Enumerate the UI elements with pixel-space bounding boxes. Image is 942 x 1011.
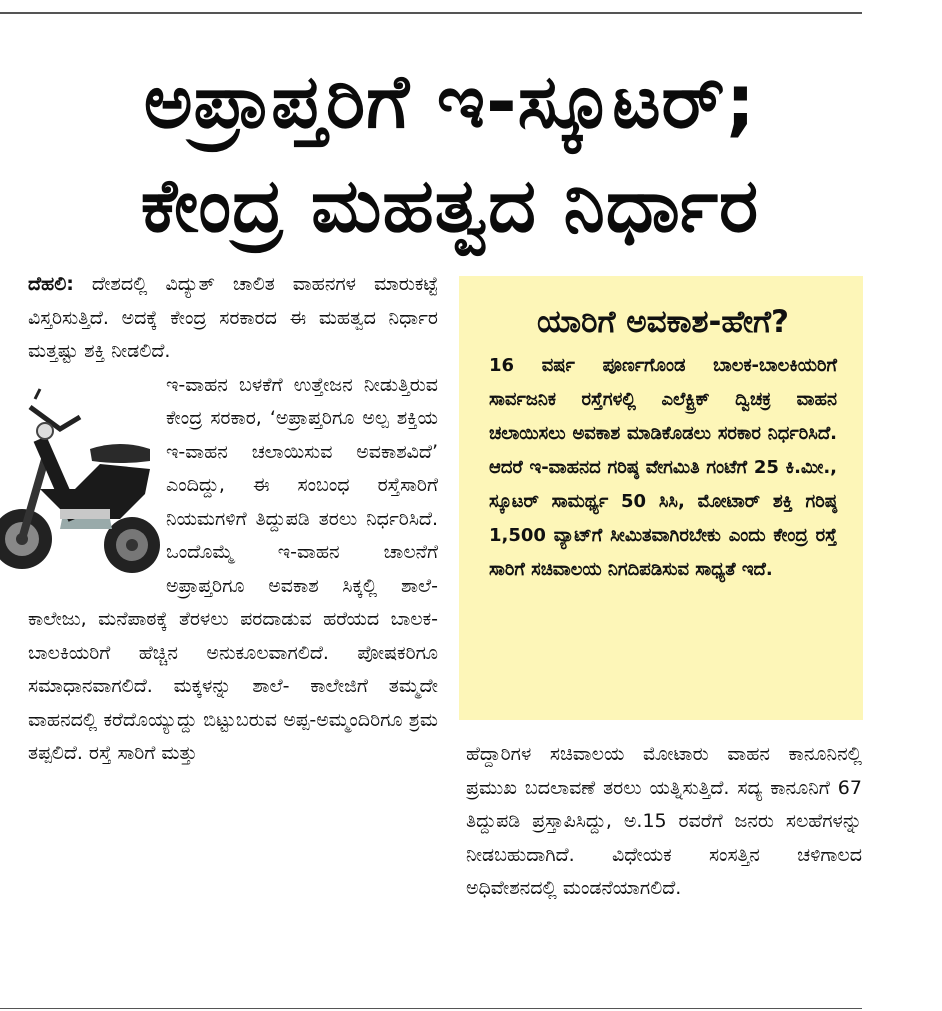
article-paragraph-3: ಹೆದ್ದಾರಿಗಳ ಸಚಿವಾಲಯ ಮೋಟಾರು ವಾಹನ ಕಾನೂನಿನಲ್ಲಿ ಪ್ರಮುಖ ಬದಲಾವಣೆ ತರಲು ಯತ್ನಿಸುತ್ತಿದೆ. ಸದ್ಯ ಕಾನೂನಿಗೆ 67 ತಿದ್ದುಪಡಿ ಪ್ರಸ್ತಾಪಿಸಿದ್ದು, ಅ.15 ರವರೆಗೆ ಜನರು ಸಲಹೆಗಳನ್ನು ನೀಡಬಹುದಾಗಿದೆ. ವಿಧೇಯಕ ಸಂಸತ್ತಿನ ಚಳಿಗಾಲದ ಅಧಿವೇಶನದಲ್ಲಿ ಮಂಡನೆಯಾಗಲಿದೆ. [466, 743, 862, 899]
top-rule [0, 12, 862, 14]
article-right-column [466, 738, 862, 906]
article-left-column [28, 268, 438, 771]
article-paragraph-2: ಇ-ವಾಹನ ಬಳಕೆಗೆ ಉತ್ತೇಜನ ನೀಡುತ್ತಿರುವ ಕೇಂದ್ರ ಸರಕಾರ, ‘ಅಪ್ರಾಪ್ತರಿಗೂ ಅಲ್ಪ ಶಕ್ತಿಯ ಇ-ವಾಹನ ಚಲಾಯಿಸುವ ಅವಕಾಶವಿದೆ’ ಎಂದಿದ್ದು, ಈ ಸಂಬಂಧ ರಸ್ತೆಸಾರಿಗೆ ನಿಯಮಗಳಿಗೆ ತಿದ್ದುಪಡಿ ತರಲು ನಿರ್ಧರಿಸಿದೆ. ಒಂದೊಮ್ಮೆ ಇ-ವಾಹನ ಚಾಲನೆಗೆ ಅಪ್ರಾಪ್ತರಿಗೂ ಅವಕಾಶ ಸಿಕ್ಕಲ್ಲಿ ಶಾಲೆ- ಕಾಲೇಜು, ಮನೆಪಾಠಕ್ಕೆ ತೆರಳಲು ಪರದಾಡುವ ಹರೆಯದ ಬಾಲಕ-ಬಾಲಕಿಯರಿಗೆ ಹೆಚ್ಚಿನ ಅನುಕೂಲವಾಗಲಿದೆ. ಪೋಷಕರಿಗೂ ಸಮಾಧಾನವಾಗಲಿದೆ. ಮಕ್ಕಳನ್ನು ಶಾಲೆ- ಕಾಲೇಜಿಗೆ ತಮ್ಮದೇ ವಾಹನದಲ್ಲಿ ಕರೆದೊಯ್ಯುದ್ದು ಬಿಟ್ಟುಬರುವ ಅಪ್ಪ-ಅಮ್ಮಂದಿರಿಗೂ ಶ್ರಮ ತಪ್ಪಲಿದೆ. ರಸ್ತೆ ಸಾರಿಗೆ ಮತ್ತು [28, 373, 438, 764]
headline-line-2: ಕೇಂದ್ರ ಮಹತ್ವದ ನಿರ್ಧಾರ [140, 163, 760, 249]
sidebar-body: 16 ವರ್ಷ ಪೂರ್ಣಗೊಂಡ ಬಾಲಕ-ಬಾಲಕಿಯರಿಗೆ ಸಾರ್ವಜನಿಕ ರಸ್ತೆಗಳಲ್ಲಿ ಎಲೆಕ್ಟ್ರಿಕ್ ದ್ವಿಚಕ್ರ ವಾಹನ ಚಲಾಯಿಸಲು ಅವಕಾಶ ಮಾಡಿಕೊಡಲು ಸರಕಾರ ನಿರ್ಧರಿಸಿದೆ. ಆದರೆ ಇ-ವಾಹನದ ಗರಿಷ್ಠ ವೇಗಮಿತಿ ಗಂಟೆಗೆ 25 ಕಿ.ಮೀ., ಸ್ಕೂಟರ್ ಸಾಮರ್ಥ್ಯ 50 ಸಿಸಿ, ಮೋಟಾರ್ ಶಕ್ತಿ ಗರಿಷ್ಠ 1,500 ವ್ಯಾಟ್‌ಗೆ ಸೀಮಿತವಾಗಿರಬೇಕು ಎಂದು ಕೇಂದ್ರ ರಸ್ತೆ ಸಾರಿಗೆ ಸಚಿವಾಲಯ ನಿಗದಿಪಡಿಸುವ ಸಾಧ್ಯತೆ ಇದೆ. [489, 355, 837, 580]
electric-scooter-photo [0, 369, 160, 579]
sidebar-title: ಯಾರಿಗೆ ಅವಕಾಶ-ಹೇಗೆ? [536, 304, 790, 340]
article-lead-text: ದೇಶದಲ್ಲಿ ವಿದ್ಯುತ್ ಚಾಲಿತ ವಾಹನಗಳ ಮಾರುಕಟ್ಟೆ ವಿಸ್ತರಿಸುತ್ತಿದೆ. ಅದಕ್ಕೆ ಕೇಂದ್ರ ಸರಕಾರದ ಈ ಮಹತ್ವದ ನಿರ್ಧಾರ ಮತ್ತಷ್ಟು ಶಕ್ತಿ ನೀಡಲಿದೆ. [28, 273, 438, 362]
bottom-rule [0, 1008, 862, 1009]
dateline: ದೆಹಲಿ: [28, 273, 74, 295]
article-paragraph-1 [28, 268, 438, 369]
scooter-illustration [0, 369, 160, 579]
sidebar-box [459, 276, 863, 720]
headline [40, 50, 860, 258]
headline-line-1: ಅಪ್ರಾಪ್ತರಿಗೆ ಇ-ಸ್ಕೂಟರ್; [143, 59, 757, 145]
